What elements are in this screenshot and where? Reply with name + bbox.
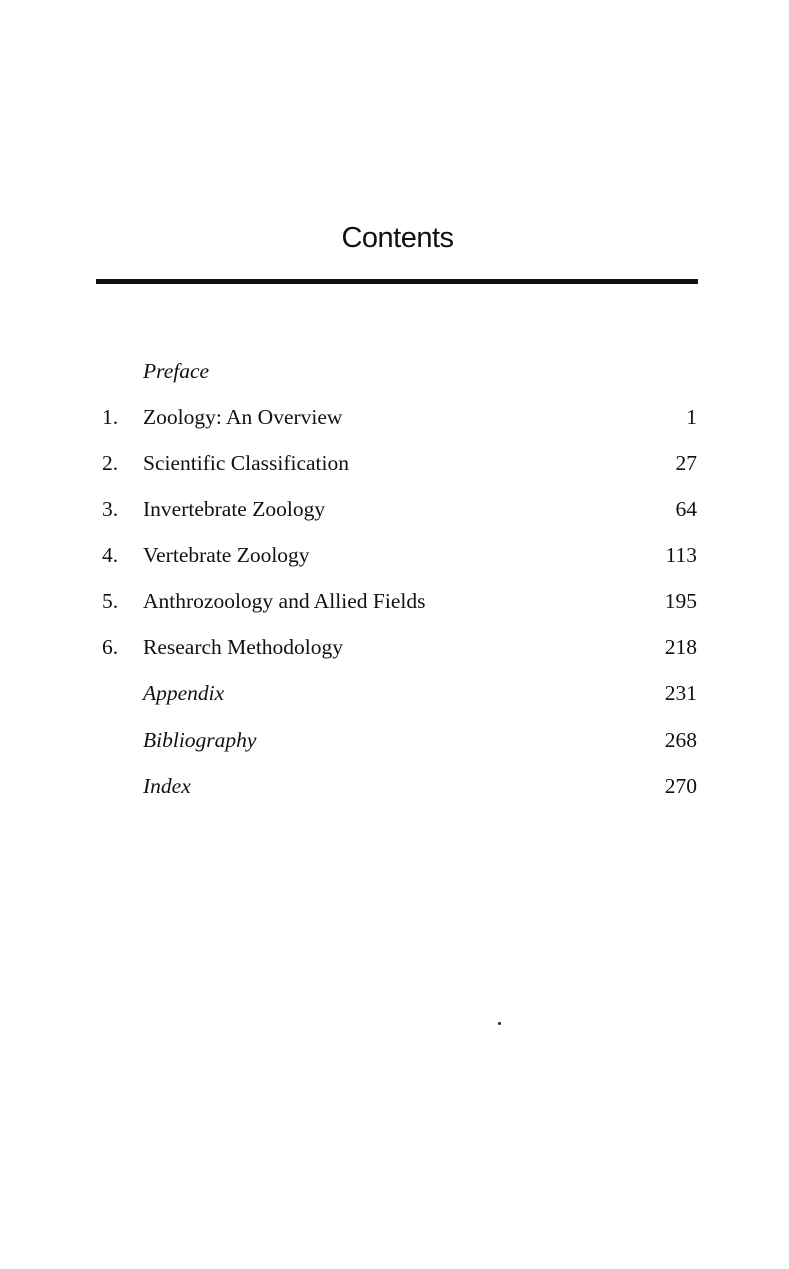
chapter-number: 4. [102, 543, 119, 567]
toc-entry-chapter-4 [0, 539, 789, 571]
chapter-number: 2. [102, 451, 119, 475]
toc-entry-chapter-2 [0, 447, 789, 479]
stray-dot [498, 1022, 501, 1025]
toc-entry-chapter-5 [0, 585, 789, 617]
chapter-title: Appendix [143, 681, 225, 705]
chapter-title: Research Methodology [143, 635, 344, 659]
page-number: 268 [664, 728, 697, 752]
page-number: 195 [664, 589, 697, 613]
chapter-title: Index [143, 774, 191, 798]
page-number: 1 [686, 405, 697, 429]
toc-entry-preface [0, 355, 789, 387]
page-title: Contents [341, 222, 454, 254]
chapter-number: 3. [102, 497, 119, 521]
page-number: 27 [675, 451, 697, 475]
toc-entry-chapter-1 [0, 401, 789, 433]
chapter-number: 6. [102, 635, 119, 659]
chapter-title: Bibliography [143, 728, 257, 752]
toc-entry-appendix [0, 677, 789, 709]
page-number: 218 [664, 635, 697, 659]
chapter-title: Vertebrate Zoology [143, 543, 310, 567]
toc-entry-bibliography [0, 724, 789, 756]
chapter-title: Anthrozoology and Allied Fields [143, 589, 426, 613]
page-number: 64 [675, 497, 697, 521]
page-number: 270 [664, 774, 697, 798]
toc-entry-chapter-6 [0, 631, 789, 663]
chapter-title: Zoology: An Overview [143, 405, 343, 429]
chapter-title: Preface [143, 359, 210, 383]
chapter-title: Invertebrate Zoology [143, 497, 326, 521]
chapter-title: Scientific Classification [143, 451, 349, 475]
toc-entry-chapter-3 [0, 493, 789, 525]
chapter-number: 1. [102, 405, 119, 429]
page-number: 231 [664, 681, 697, 705]
page-number: 113 [665, 543, 697, 567]
toc-entry-index [0, 770, 789, 802]
chapter-number: 5. [102, 589, 119, 613]
